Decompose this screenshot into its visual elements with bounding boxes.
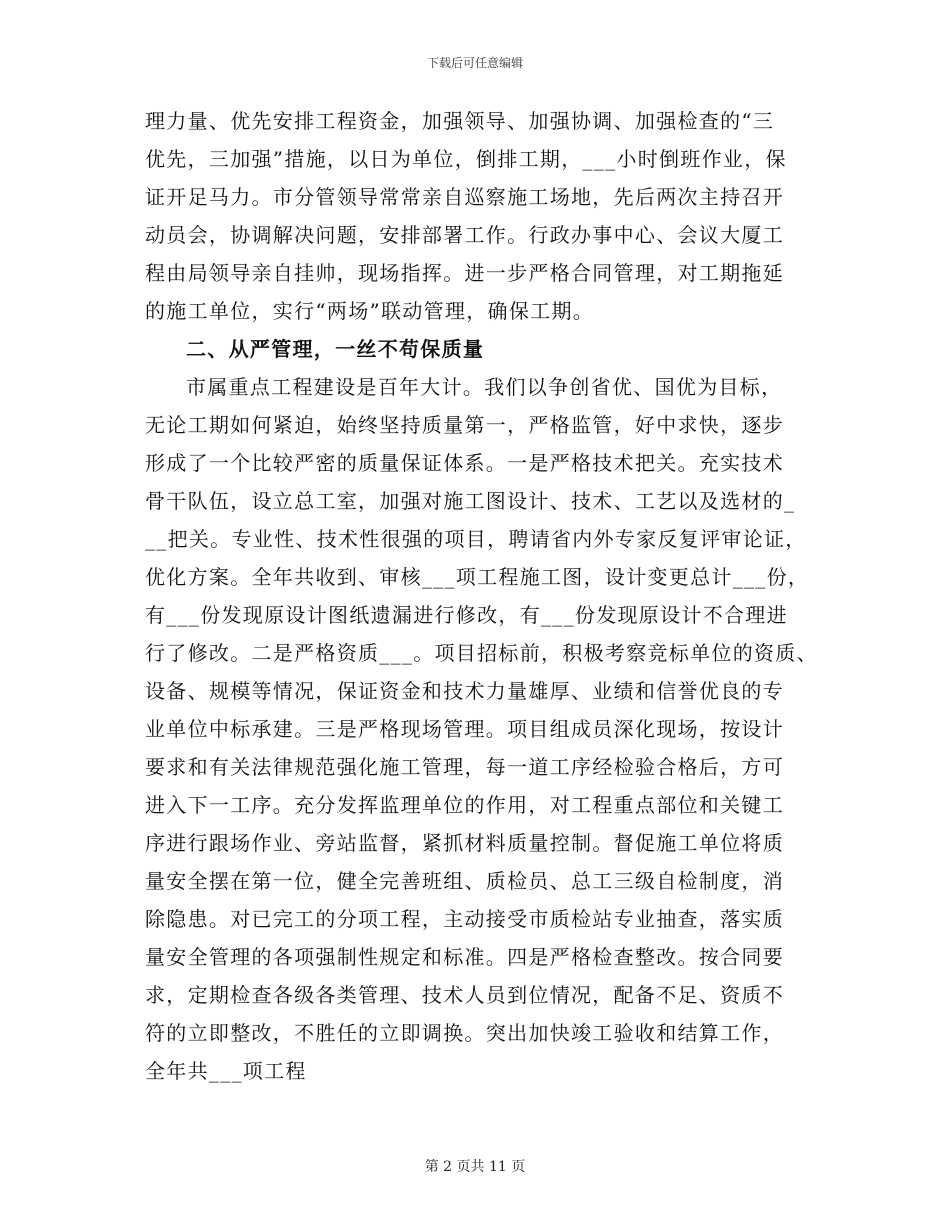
text-line: 优化方案。全年共收到、审核___项工程施工图，设计变更总计___份， <box>145 565 810 589</box>
text-line: 理力量、优先安排工程资金，加强领导、加强协调、加强检查的“三 <box>145 109 775 133</box>
text-line: __把关。专业性、技术性很强的项目，聘请省内外专家反复评审论证， <box>145 527 807 551</box>
text-line: 全年共___项工程 <box>145 1059 307 1083</box>
text-line: 符的立即整改，不胜任的立即调换。突出加快竣工验收和结算工作， <box>145 1021 784 1045</box>
text-line: 量安全摆在第一位，健全完善班组、质检员、总工三级自检制度，消 <box>145 869 784 893</box>
section-heading: 二、从严管理，一丝不苟保质量 <box>186 337 485 361</box>
text-line: 骨干队伍，设立总工室，加强对施工图设计、技术、工艺以及选材的_ <box>145 489 796 513</box>
text-line: 程由局领导亲自挂帅，现场指挥。进一步严格合同管理，对工期拖延 <box>145 261 784 285</box>
text-line: 求，定期检查各级各类管理、技术人员到位情况，配备不足、资质不 <box>145 983 784 1007</box>
text-line: 动员会，协调解决问题，安排部署工作。行政办事中心、会议大厦工 <box>145 223 784 247</box>
text-line: 市属重点工程建设是百年大计。我们以争创省优、国优为目标， <box>186 375 783 399</box>
text-line: 的施工单位，实行“两场”联动管理，确保工期。 <box>145 299 595 323</box>
text-line: 形成了一个比较严密的质量保证体系。一是严格技术把关。充实技术 <box>145 451 784 475</box>
text-line: 证开足马力。市分管领导常常亲自巡察施工场地，先后两次主持召开 <box>145 185 784 209</box>
text-line: 除隐患。对已完工的分项工程，主动接受市质检站专业抽查，落实质 <box>145 907 784 931</box>
text-line: 要求和有关法律规范强化施工管理，每一道工序经检验合格后，方可 <box>145 755 784 779</box>
page-footer: 第 2 页共 11 页 <box>424 1159 526 1175</box>
text-line: 无论工期如何紧迫，始终坚持质量第一，严格监管，好中求快，逐步 <box>145 413 784 437</box>
text-line: 优先，三加强”措施，以日为单位，倒排工期，___小时倒班作业，保 <box>145 147 787 171</box>
text-line: 设备、规模等情况，保证资金和技术力量雄厚、业绩和信誉优良的专 <box>145 679 784 703</box>
page-header: 下载后可任意编辑 <box>426 56 523 70</box>
text-line: 序进行跟场作业、旁站监督，紧抓材料质量控制。督促施工单位将质 <box>145 831 784 855</box>
text-line: 业单位中标承建。三是严格现场管理。项目组成员深化现场，按设计 <box>145 717 784 741</box>
text-line: 进入下一工序。充分发挥监理单位的作用，对工程重点部位和关键工 <box>145 793 784 817</box>
text-line: 有___份发现原设计图纸遗漏进行修改，有___份发现原设计不合理进 <box>145 603 788 627</box>
text-line: 量安全管理的各项强制性规定和标准。四是严格检查整改。按合同要 <box>145 945 784 969</box>
text-line: 行了修改。二是严格资质___。项目招标前，积极考察竞标单位的资质、 <box>145 641 818 665</box>
